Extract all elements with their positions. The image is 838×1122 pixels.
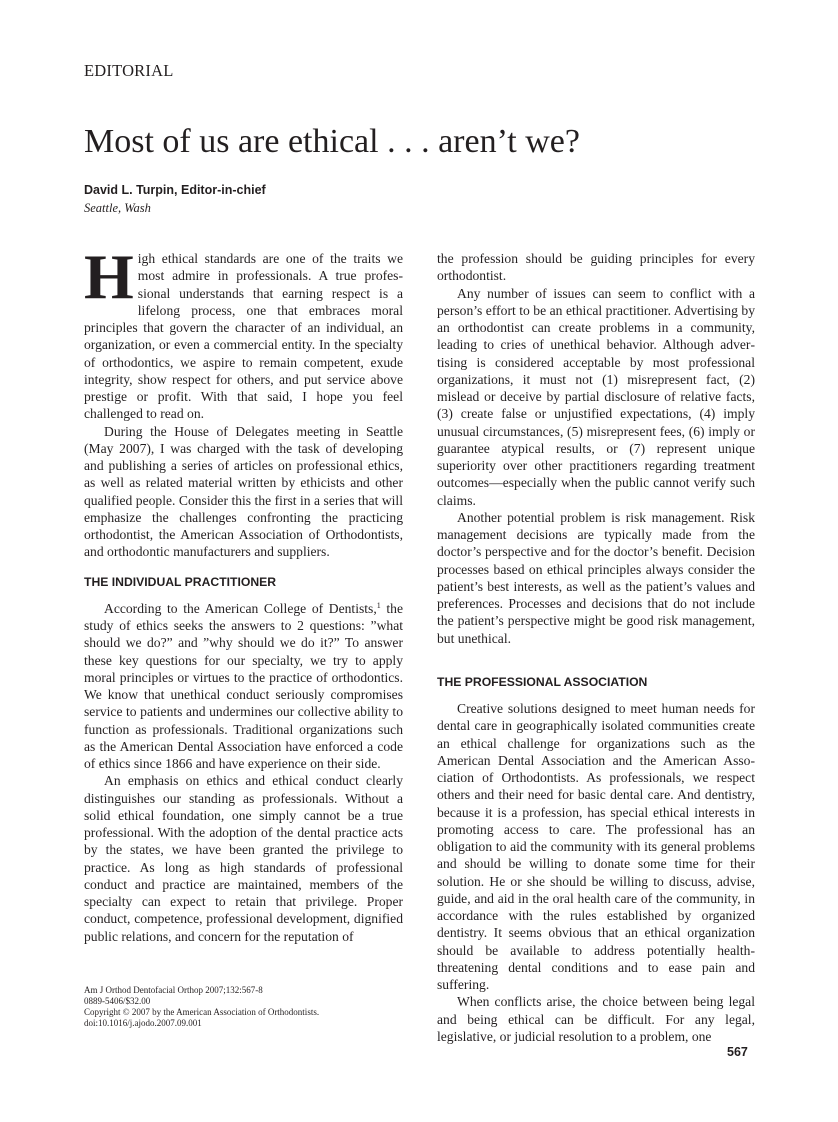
journal-citation: Am J Orthod Dentofacial Orthop 2007;132:567-8 xyxy=(84,985,263,995)
section-heading-individual-practitioner: THE INDIVIDUAL PRACTITIONER xyxy=(84,574,277,589)
paragraph-house-of-delegates: During the House of Delegates meeting in Seattle (May 2007), I was charged with the task of developing and publishing a series of articles on professional ethics, as well as related material written by ethicists and other qualified people. Consider this the first in a series that will emphasize the challenges confronting the practicing orthodontist, the American Association of Orthodontists, and orthodontic manufacturers and suppliers. xyxy=(84,423,403,560)
paragraph-continuation: the profession should be guiding principles for every orthodontist. xyxy=(437,251,755,284)
paragraph-emphasis-on-ethics: An emphasis on ethics and ethical conduct clearly distinguishes our standing as professionals. Without a solid ethical foundation, one simply cannot be a true professional. With the adoption of the dental practice acts by the states, we have been granted the privilege to practice. As long as high standards of professional conduct and practice are maintained, members of the specialty can expect to retain that privilege. Proper conduct, competence, professional development, dignified public relations, and concern for the reputation of xyxy=(84,773,403,944)
left-column xyxy=(84,241,403,945)
page-number: 567 xyxy=(727,1045,748,1059)
paragraph-intro-text: igh ethical standards are one of the traits we most admire in professionals. A true professional understands that earning respect is a lifelong process, one that embraces moral principles that govern the character of an individual, an organization, or even a commercial entity. In the specialty of orthodontics, we aspire to remain competent, exude integrity, show respect for others, and put service above prestige or profit. With that said, I hope you feel challenged to read on. xyxy=(84,251,403,422)
author-name: David L. Turpin, Editor-in-chief xyxy=(84,183,266,197)
drop-cap: H xyxy=(84,241,134,312)
paragraph-text: the study of ethics seeks the answers to 2 questions: ”what should we do?” and ”why should we do it?” To answer these key questions for our specialty, we try to apply moral principles or virtues to the practice of orthodontics. We know that unethical conduct seriously compromises service to patients and undermines our collective ability to function as professionals. Traditional organizations such as the American Dental Association have enforced a code of ethics since 1866 and have experience on their side. xyxy=(84,600,403,771)
reference-link[interactable]: 1 xyxy=(376,600,381,610)
paragraph-american-college xyxy=(84,600,403,773)
right-column xyxy=(437,250,755,1045)
issn-price: 0889-5406/$32.00 xyxy=(84,996,151,1006)
article-title: Most of us are ethical . . . aren’t we? xyxy=(84,123,580,160)
paragraph-advertising: Any number of issues can seem to conflict with a person’s effort to be an ethical practitioner. Advertising by an orthodontist can create problems in a community, leading to cries of unethical behavior. Although advertising is considered acceptable by most professional organizations, it must not (1) misrepresent fact, (2) mislead or deceive by partial disclosure of relative facts, (3) create false or unjustified expectations, (4) imply unusual circumstances, (5) misrepresent fees, (6) imply or guarantee atypical results, or (7) represent unique superiority over other practitioners regarding treatment outcomes—especially when the public cannot verify such claims. xyxy=(437,285,755,508)
article-footer xyxy=(84,985,404,1029)
paragraph-risk-management: Another potential problem is risk management. Risk management decisions are typically made from the doctor’s perspective and for the doctor’s benefit. Decision processes based on ethical principles always consider the patient’s best interests, as well as the patient’s values and preferences. Processes and decisions that do not include the patient’s perspective might be good risk management, but unethical. xyxy=(437,509,755,646)
doi-link[interactable]: doi:10.1016/j.ajodo.2007.09.001 xyxy=(84,1018,202,1028)
copyright-notice: Copyright © 2007 by the American Association of Orthodontists. xyxy=(84,1007,320,1017)
paragraph-conflicts: When conflicts arise, the choice between being legal and being ethical can be difficult. For any legal, legislative, or judicial resolution to a problem, one xyxy=(437,994,755,1044)
paragraph-intro xyxy=(84,241,403,423)
section-label: EDITORIAL xyxy=(84,61,174,80)
paragraph-creative-solutions: Creative solutions designed to meet human needs for dental care in geographically isolated communities create an ethical challenge for organizations such as the American Dental Association and the American Association of Orthodontists. As professionals, we respect others and their need for basic dental care. And dentistry, because it is a profession, has special ethical interests in promoting access to care. The professional has an obligation to aid the community with its general problems and should be willing to donate some time for their solution. He or she should be willing to discuss, advise, guide, and aid in the oral health care of the community, in accordance with the rules established by organized dentistry. It seems obvious that an ethical organization should be available to address potentially health-threatening dental conditions and to ease pain and suffering. xyxy=(437,701,755,992)
section-heading-professional-association: THE PROFESSIONAL ASSOCIATION xyxy=(437,674,648,689)
author-affiliation: Seattle, Wash xyxy=(84,201,151,215)
paragraph-text: According to the American College of Dentists, xyxy=(104,600,377,616)
